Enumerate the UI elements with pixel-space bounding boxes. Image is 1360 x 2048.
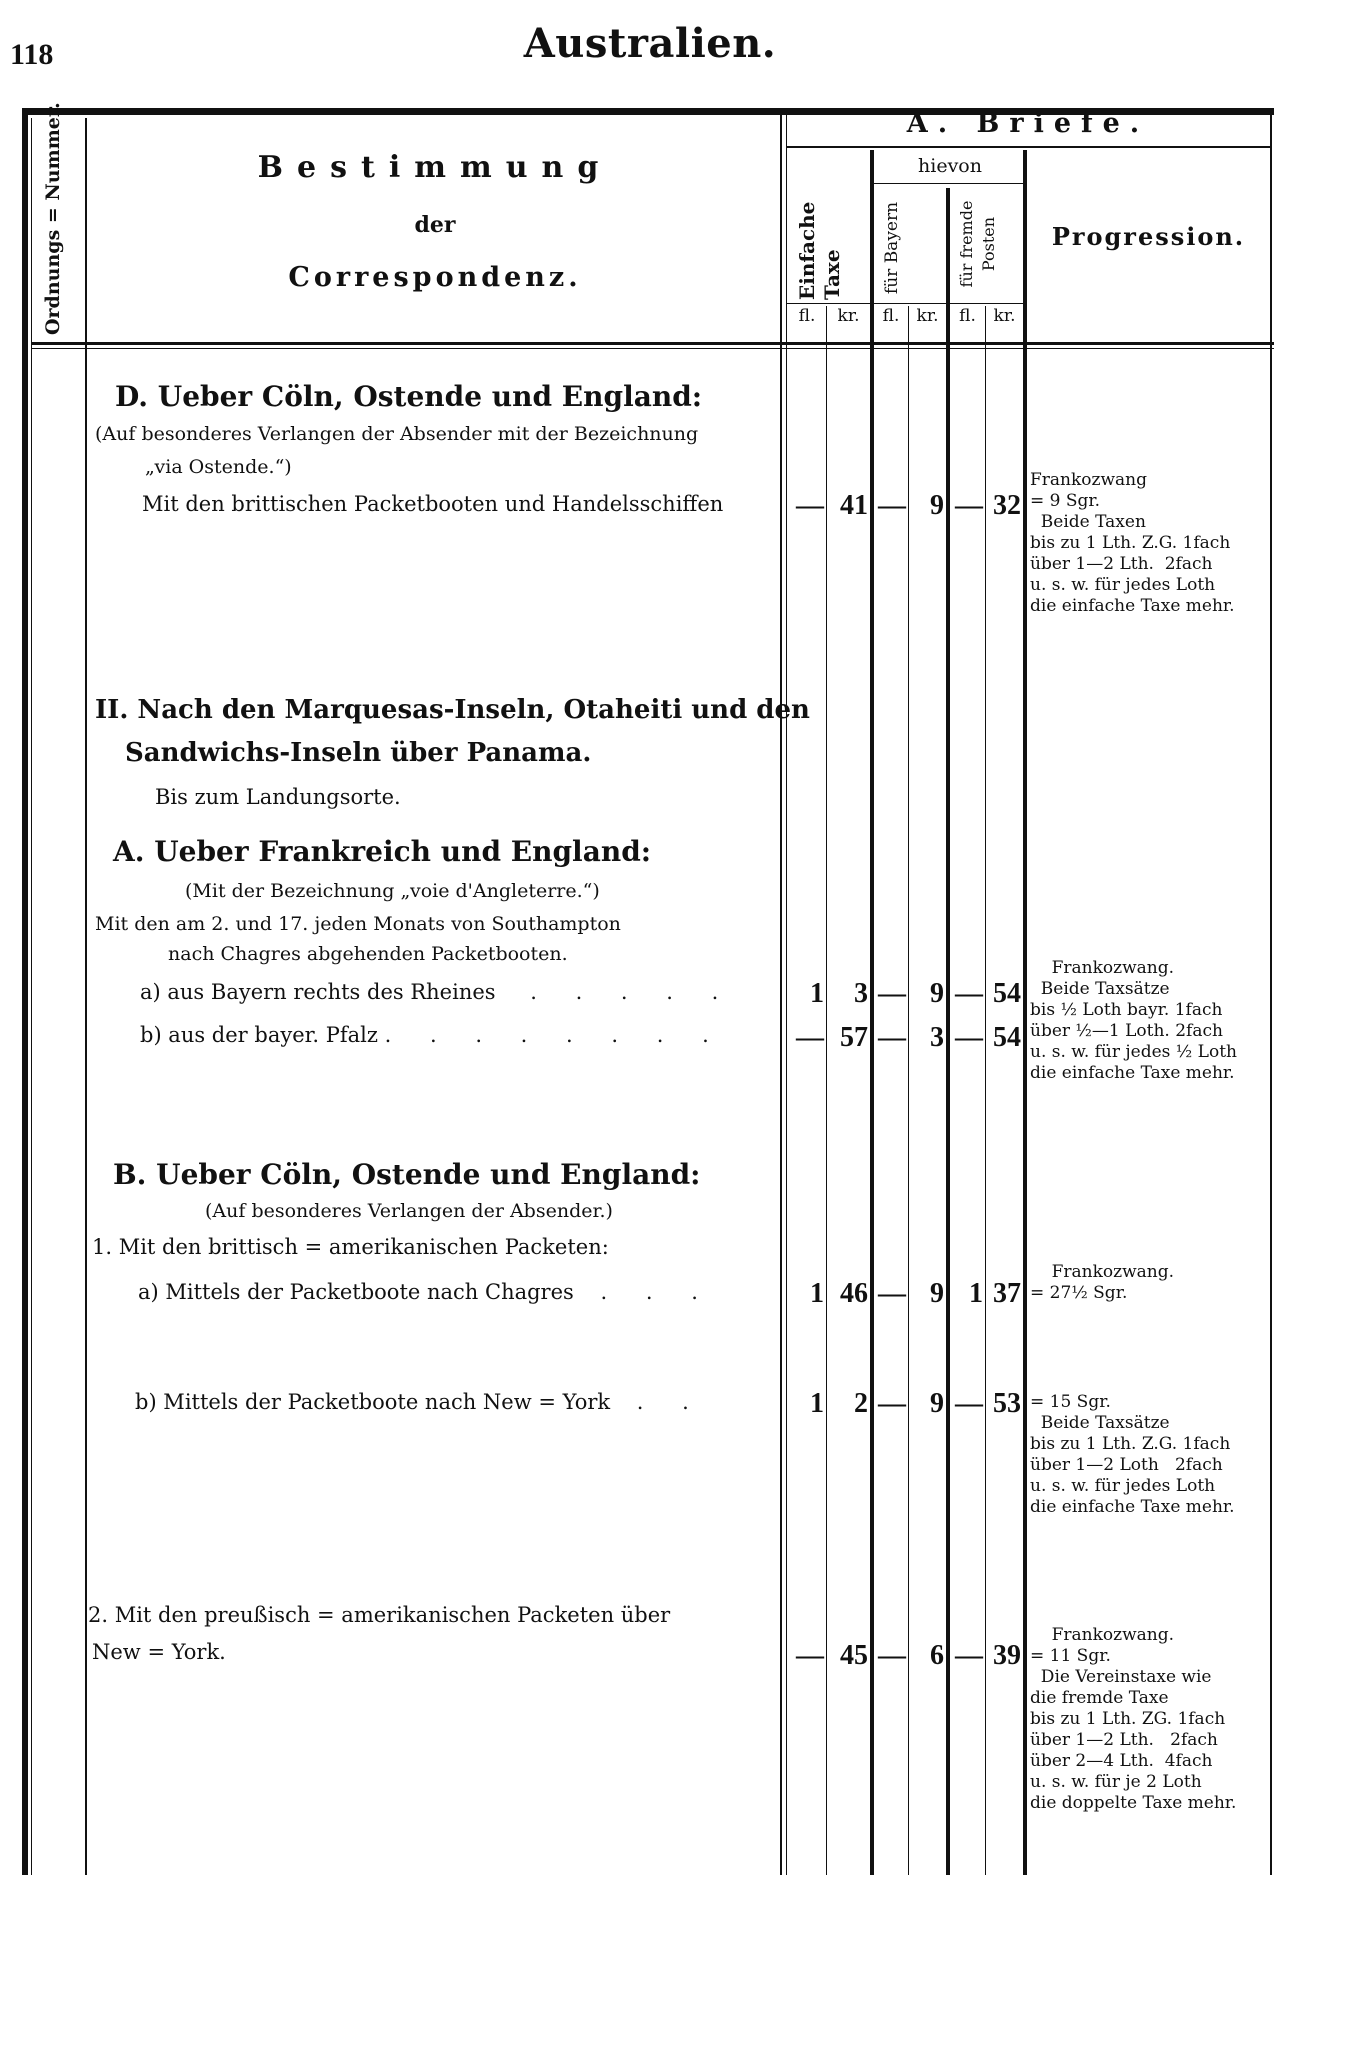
progression-header: Progression. [1051, 222, 1246, 251]
section-b-row-b-progression: = 15 Sgr. Beide Taxsätze bis zu 1 Lth. Z.G. 1fach über 1—2 Loth 2fach u. s. w. für jedes Loth die einfache Taxe mehr. [1030, 1392, 1235, 1517]
unit-fl-1: fl. [798, 306, 816, 326]
table-left-inner-border [31, 118, 32, 1875]
section-b-note: (Auf besonderes Verlangen der Absender.) [205, 1200, 613, 1222]
value-cell: 2 [854, 1388, 868, 1419]
section-a-note: (Mit der Bezeichnung „voie d'Angleterre.“) [185, 880, 600, 902]
section-a-row-b-label [140, 1023, 725, 1047]
section-a-progression: Frankozwang. Beide Taxsätze bis ½ Loth bayr. 1fach über ½—1 Loth. 2fach u. s. w. für jedes ½ Loth die einfache Taxe mehr. [1030, 958, 1237, 1083]
order-number-header: Ordnungs = Nummer. [42, 102, 64, 335]
value-cell: — [955, 978, 983, 1009]
fl-kr-divider-1 [826, 306, 827, 1875]
value-cell: 54 [993, 1022, 1021, 1053]
section-a-row-a-label [140, 980, 734, 1004]
leader-dots: . . . [600, 1280, 714, 1304]
page-number: 118 [10, 38, 54, 71]
value-cell: 9 [930, 1388, 944, 1419]
ordnungs-column-divider [85, 118, 87, 1875]
value-cell: 32 [993, 490, 1021, 521]
unit-kr-3: kr. [993, 306, 1016, 326]
units-top [786, 303, 1024, 304]
fl-kr-divider-2 [908, 306, 909, 1875]
value-cell: — [878, 1388, 906, 1419]
header-bottom-border [31, 342, 1274, 345]
section-ii-heading-2: Sandwichs-Inseln über Panama. [125, 738, 592, 768]
header-bottom-border-2 [31, 348, 1274, 349]
section-a-intro-1: Mit den am 2. und 17. jeden Monats von Southampton [95, 913, 621, 935]
unit-fl-3: fl. [959, 306, 976, 326]
section-d-heading: D. Ueber Cöln, Ostende und England: [115, 380, 703, 413]
section-a-heading: A. Ueber Frankreich und England: [113, 835, 652, 868]
value-cell: — [955, 490, 983, 521]
value-cell: 9 [930, 1278, 944, 1309]
section-b-heading: B. Ueber Cöln, Ostende und England: [113, 1158, 701, 1191]
simple-rate-header: Einfache Taxe [795, 201, 844, 300]
value-cell: 3 [854, 978, 868, 1009]
main-column-divider-a [780, 115, 782, 1875]
value-cell: — [796, 1640, 824, 1671]
table-left-border [22, 108, 28, 1875]
section-d-note: (Auf besonderes Verlangen der Absender mit der Bezeichnung [95, 423, 699, 445]
for-bavaria-header: für Bayern [882, 201, 902, 295]
value-cell: 37 [993, 1278, 1021, 1309]
value-cell: — [878, 1278, 906, 1309]
section-b-row-a-progression: Frankozwang. = 27½ Sgr. [1030, 1262, 1175, 1303]
value-cell: 6 [930, 1640, 944, 1671]
value-cell: — [955, 1022, 983, 1053]
value-cell: 57 [840, 1022, 868, 1053]
value-cell: 1 [810, 1388, 824, 1419]
value-cell: 1 [969, 1278, 983, 1309]
section-d-row-label: Mit den brittischen Packetbooten und Handelsschiffen [142, 492, 724, 516]
unit-fl-2: fl. [882, 306, 900, 326]
section-b-sub-2-line2: New = York. [92, 1640, 226, 1664]
section-a-intro-2: nach Chagres abgehenden Packetbooten. [168, 943, 568, 965]
row-label: b) aus der bayer. Pfalz [140, 1023, 378, 1047]
row-label: a) aus Bayern rechts des Rheines [140, 980, 496, 1004]
unit-kr-2: kr. [916, 306, 939, 326]
section-b-sub-2-progression: Frankozwang. = 11 Sgr. Die Vereinstaxe wie die fremde Taxe bis zu 1 Lth. ZG. 1fach über 1—2 Lth. 2fach über 2—4 Lth. 4fach u. s. w. für je 2 Loth die doppelte Taxe mehr. [1030, 1625, 1237, 1813]
destination-header-line2: der [414, 212, 456, 238]
briefe-header: A. Briefe. [906, 108, 1150, 139]
row-label: b) Mittels der Packetboote nach New = York [135, 1390, 611, 1414]
row-label: a) Mittels der Packetboote nach Chagres [138, 1280, 574, 1304]
value-cell: 3 [930, 1022, 944, 1053]
of-which-header: hievon [918, 155, 982, 177]
destination-header-line1: Bestimmung [257, 150, 613, 185]
value-cell: — [878, 1640, 906, 1671]
value-cell: — [955, 1388, 983, 1419]
main-column-divider-b [786, 115, 787, 1875]
value-cell: — [796, 1022, 824, 1053]
briefe-header-bottom [786, 146, 1270, 148]
simple-rate-divider [870, 150, 874, 1875]
table-right-border [1270, 108, 1272, 1875]
value-cell: 39 [993, 1640, 1021, 1671]
unit-kr-1: kr. [837, 306, 860, 326]
section-b-row-b-label [135, 1390, 705, 1414]
value-cell: 1 [810, 978, 824, 1009]
section-d-progression: Frankozwang = 9 Sgr. Beide Taxen bis zu 1 Lth. Z.G. 1fach über 1—2 Lth. 2fach u. s. w. für jedes Loth die einfache Taxe mehr. [1030, 470, 1235, 616]
value-cell: 9 [930, 490, 944, 521]
value-cell: 54 [993, 978, 1021, 1009]
value-cell: 41 [840, 490, 868, 521]
value-cell: — [878, 490, 906, 521]
value-cell: — [878, 1022, 906, 1053]
for-foreign-header: für fremde Posten [957, 200, 998, 288]
progression-divider [1023, 150, 1027, 1875]
value-cell: 46 [840, 1278, 868, 1309]
leader-dots: . . . . . [530, 980, 735, 1004]
section-d-note-2: „via Ostende.“) [145, 456, 292, 478]
value-cell: 45 [840, 1640, 868, 1671]
section-b-sub-2: 2. Mit den preußisch = amerikanischen Packeten über [88, 1603, 671, 1627]
section-ii-sub: Bis zum Landungsorte. [155, 785, 401, 809]
page-title: Australien. [523, 20, 777, 67]
value-cell: — [796, 490, 824, 521]
destination-header-line3: Correspondenz. [288, 262, 582, 293]
section-b-row-a-label [138, 1280, 714, 1304]
leader-dots: . . . . . . . . [384, 1023, 725, 1047]
value-cell: — [878, 978, 906, 1009]
leader-dots: . . [636, 1390, 705, 1414]
value-cell: 9 [930, 978, 944, 1009]
value-cell: 53 [993, 1388, 1021, 1419]
value-cell: — [955, 1640, 983, 1671]
value-cell: 1 [810, 1278, 824, 1309]
section-b-sub-1: 1. Mit den brittisch = amerikanischen Packeten: [92, 1235, 609, 1259]
section-ii-heading: II. Nach den Marquesas-Inseln, Otaheiti und den [95, 695, 810, 725]
hievon-bottom [874, 183, 1026, 184]
